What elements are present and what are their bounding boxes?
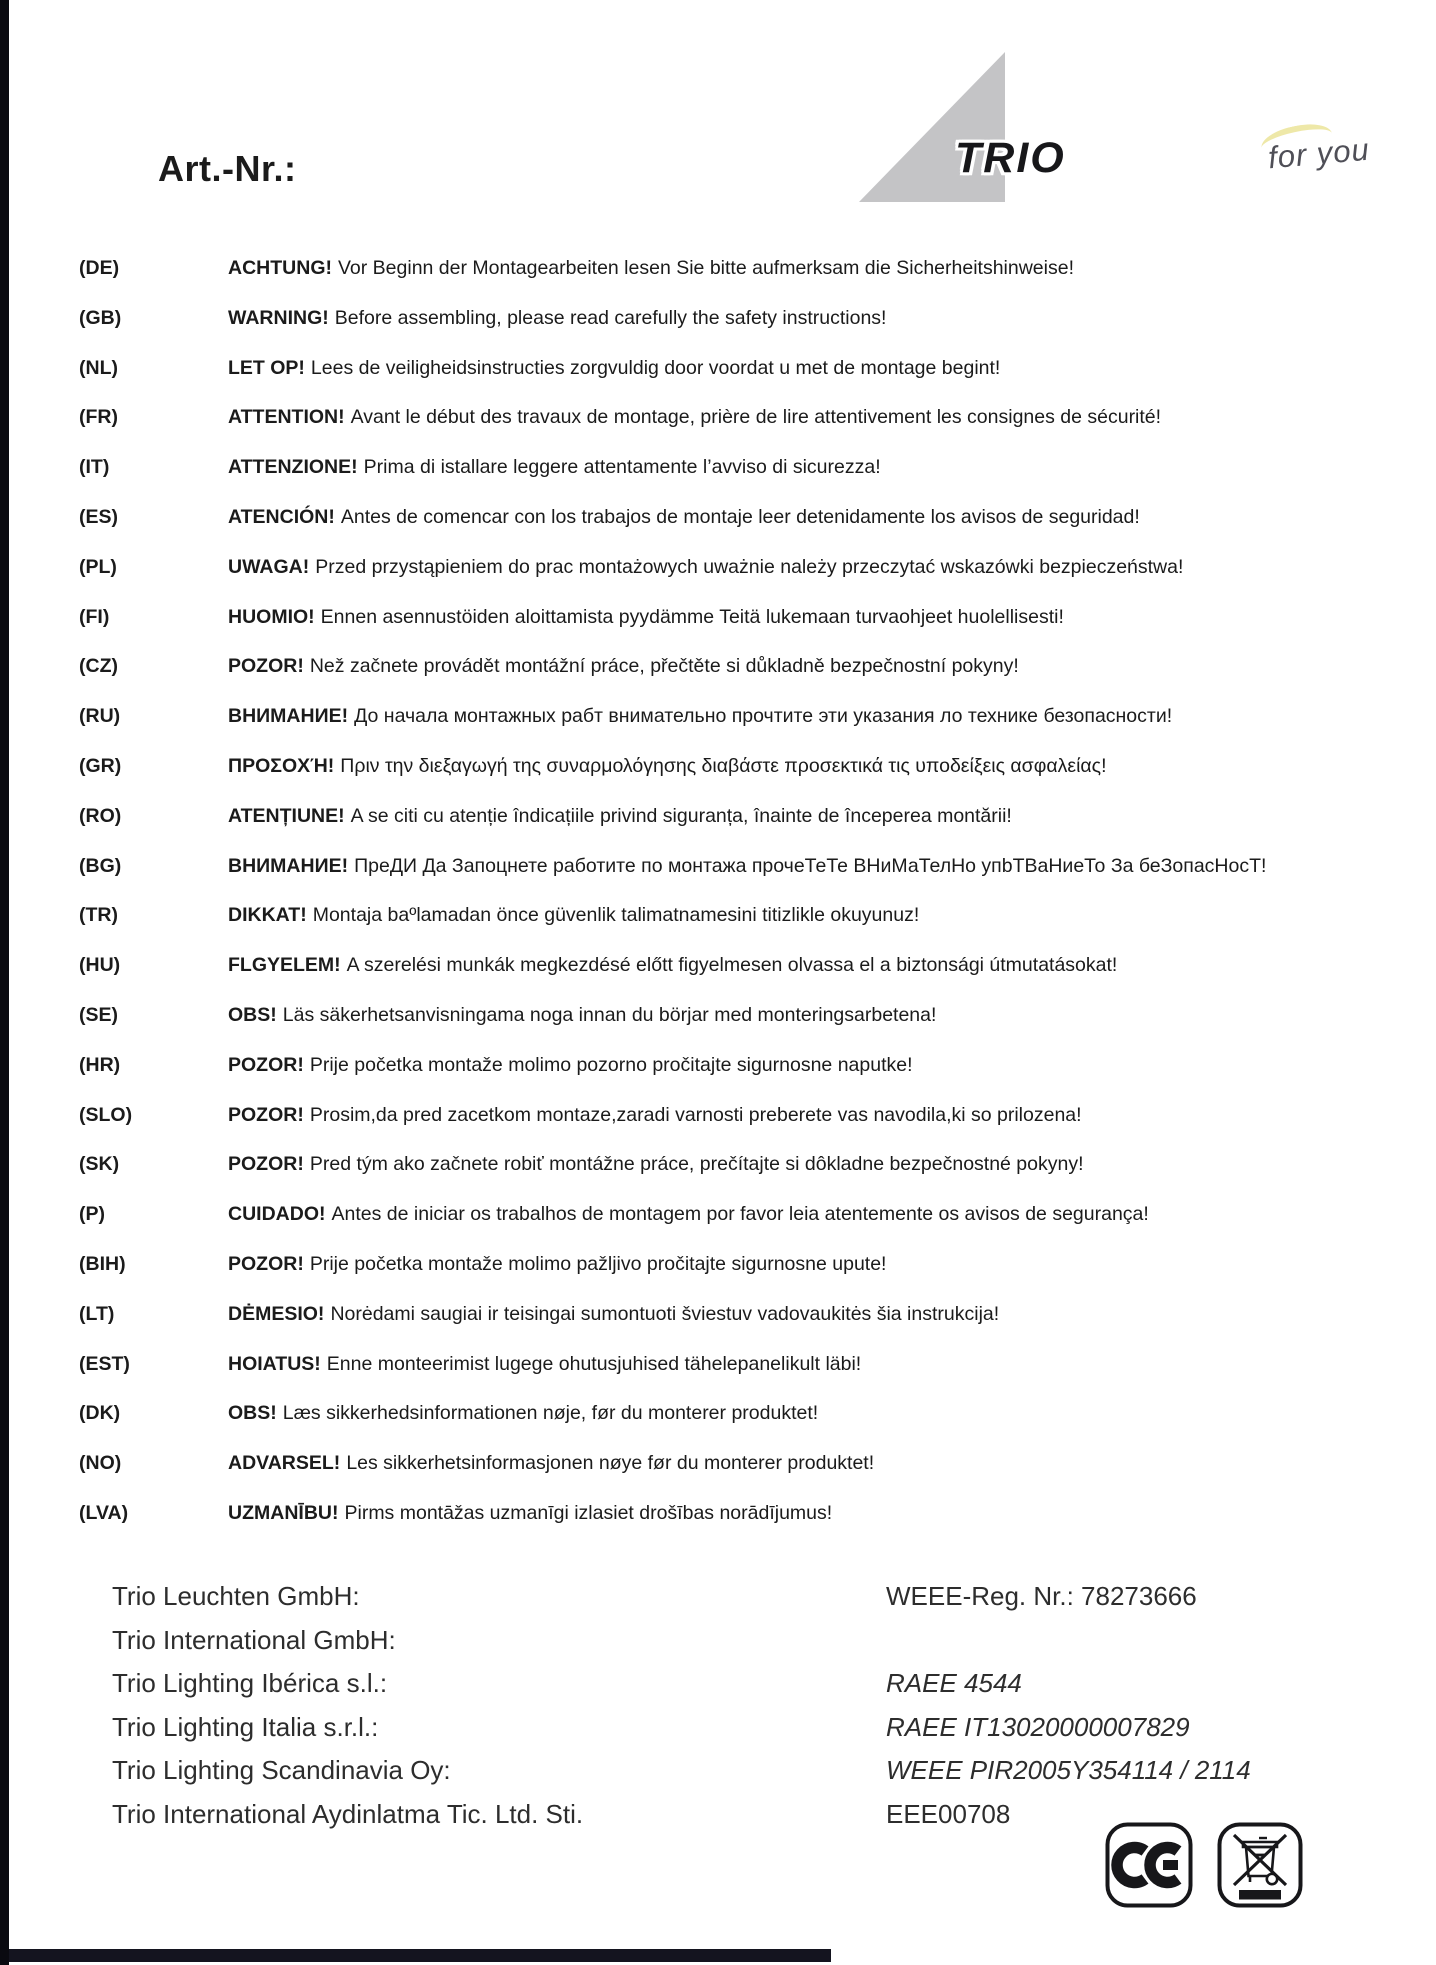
warning-row <box>79 1152 1419 1202</box>
warning-keyword: POZOR! <box>228 655 304 678</box>
warning-text: Przed przystąpieniem do prac montażowych uważnie należy przeczytać wskazówki bezpieczeństwa! <box>315 555 1184 578</box>
warning-row <box>79 953 1419 1003</box>
language-code: (ES) <box>79 505 118 528</box>
warning-message <box>228 405 1419 429</box>
warning-keyword: HUOMIO! <box>228 605 315 628</box>
warning-row <box>79 256 1419 306</box>
warning-row <box>79 854 1419 904</box>
warning-text: Ennen asennustöiden aloittamista pyydämme Teitä lukemaan turvaohjeet huolellisesti! <box>320 605 1064 628</box>
language-code: (DK) <box>79 1402 121 1425</box>
warning-text: A se citi cu atenție îndicațiile privind siguranța, înainte de începerea montării! <box>350 804 1012 827</box>
language-code: (SLO) <box>79 1103 133 1126</box>
warning-text: Pirms montāžas uzmanīgi izlasiet drošības norādījumus! <box>344 1501 833 1524</box>
warning-text: Prima di istallare leggere attentamente l’avviso di sicurezza! <box>363 456 881 479</box>
warning-text: Prije početka montaže molimo pažljivo pročitajte sigurnosne upute! <box>309 1252 887 1275</box>
warning-row <box>79 1352 1419 1402</box>
warning-text: Before assembling, please read carefully the safety instructions! <box>334 306 887 329</box>
registration-number: EEE00708 <box>886 1798 1011 1829</box>
language-code: (FR) <box>79 406 118 429</box>
company-name: Trio Lighting Italia s.r.l.: <box>112 1711 379 1742</box>
warning-message <box>228 1053 1419 1077</box>
language-code: (LVA) <box>79 1501 129 1524</box>
warning-message <box>228 1352 1419 1376</box>
warning-text: Enne monteerimist lugege ohutusjuhised tähelepanelikult läbi! <box>326 1352 862 1375</box>
warning-text: Antes de comencar con los trabajos de montaje leer detenidamente los avisos de seguridad! <box>340 505 1140 528</box>
warning-row <box>79 754 1419 804</box>
trio-logo-text: TRIO <box>955 134 1066 182</box>
warning-message <box>228 1252 1419 1276</box>
warning-message <box>228 903 1419 927</box>
warning-keyword: LET OP! <box>228 356 305 379</box>
warning-text: Norėdami saugiai ir teisingai sumontuoti šviestuv vadovaukitės šia instrukcija! <box>330 1302 1000 1325</box>
language-code: (RU) <box>79 705 121 728</box>
registration-number: WEEE PIR2005Y354114 / 2114 <box>886 1755 1251 1786</box>
warning-row <box>79 1501 1419 1551</box>
company-name: Trio Lighting Scandinavia Oy: <box>112 1755 451 1786</box>
company-name: Trio International GmbH: <box>112 1624 396 1655</box>
company-name: Trio Lighting Ibérica s.l.: <box>112 1668 388 1699</box>
language-code: (HR) <box>79 1053 121 1076</box>
warning-row <box>79 1302 1419 1352</box>
warning-row <box>79 306 1419 356</box>
table-row <box>112 1624 1412 1668</box>
warning-row <box>79 555 1419 605</box>
language-code: (LT) <box>79 1302 115 1325</box>
warning-text: Prosim,da pred zacetkom montaze,zaradi varnosti preberete vas navodila,ki so prilozena! <box>309 1103 1082 1126</box>
warning-keyword: ACHTUNG! <box>228 257 332 279</box>
language-code: (BG) <box>79 854 122 877</box>
language-code: (HU) <box>79 954 121 977</box>
language-code: (GB) <box>79 306 122 329</box>
warning-keyword: UWAGA! <box>228 555 310 578</box>
warning-keyword: ATENCIÓN! <box>228 505 335 528</box>
warning-message <box>228 854 1419 878</box>
warning-keyword: POZOR! <box>228 1103 304 1126</box>
language-code: (EST) <box>79 1352 130 1375</box>
table-row <box>112 1580 1412 1624</box>
warning-keyword: HOIATUS! <box>228 1352 321 1375</box>
warning-message <box>228 306 1419 330</box>
warning-text: Pred tým ako začnete robiť montážne práce, prečítajte si dôkladne bezpečnostné pokyny! <box>309 1153 1084 1176</box>
art-nr-label: Art.-Nr.: <box>158 148 297 189</box>
warning-text: ПреДИ Да Запоцнете работите по монтажа прочеТеТе ВНиМаТелНо упbТВаНиеТо За беЗопасНосТ! <box>354 854 1267 877</box>
warning-row <box>79 654 1419 704</box>
warning-keyword: ВНИМАНИЕ! <box>228 854 349 877</box>
company-name: Trio Leuchten GmbH: <box>112 1581 360 1611</box>
language-code: (FI) <box>79 605 110 628</box>
language-code: (RO) <box>79 804 122 827</box>
warning-row <box>79 505 1419 555</box>
language-code: (P) <box>79 1203 105 1226</box>
warning-message <box>228 605 1419 629</box>
weee-crossed-out-bin-icon <box>1217 1822 1303 1908</box>
warning-keyword: CUIDADO! <box>228 1203 326 1226</box>
language-code: (NO) <box>79 1452 122 1475</box>
language-code: (TR) <box>79 904 118 927</box>
ce-mark-icon <box>1105 1822 1193 1908</box>
warnings-list <box>79 256 1419 1551</box>
warning-keyword: ВНИМАНИЕ! <box>228 705 349 728</box>
warning-keyword: ATTENZIONE! <box>228 456 358 479</box>
warning-keyword: OBS! <box>228 1003 277 1026</box>
warning-keyword: FLGYELEM! <box>228 954 341 977</box>
warning-message <box>228 804 1419 828</box>
warning-row <box>79 1401 1419 1451</box>
warning-keyword: ΠΡΟΣΟΧΉ! <box>228 754 335 777</box>
registration-number: WEEE-Reg. Nr.: 78273666 <box>886 1581 1197 1611</box>
language-code: (CZ) <box>79 655 118 678</box>
warning-row <box>79 1103 1419 1153</box>
warning-row <box>79 903 1419 953</box>
table-row <box>112 1711 1412 1755</box>
warning-message <box>228 654 1419 678</box>
warning-text: Läs säkerhetsanvisningama noga innan du börjar med monteringsarbetena! <box>282 1003 937 1026</box>
registration-number: RAEE IT13020000007829 <box>886 1711 1190 1742</box>
warning-keyword: WARNING! <box>228 306 329 329</box>
for-you-logo <box>1267 132 1372 177</box>
warning-message <box>228 1501 1419 1525</box>
warning-message <box>228 256 1419 280</box>
warning-text: A szerelési munkák megkezdésé előtt figyelmesen olvassa el a biztonsági útmutatásokat! <box>346 954 1118 977</box>
warning-keyword: POZOR! <box>228 1053 304 1076</box>
warning-text: Montaja baºlamadan önce güvenlik talimatnamesini titizlikle okuyunuz! <box>312 904 920 927</box>
language-code: (DE) <box>79 257 120 279</box>
warning-row <box>79 605 1419 655</box>
table-row <box>112 1754 1412 1798</box>
warning-row <box>79 356 1419 406</box>
warning-message <box>228 1202 1419 1226</box>
warning-message <box>228 704 1419 728</box>
warning-message <box>228 1003 1419 1027</box>
registration-number: RAEE 4544 <box>886 1668 1022 1699</box>
warning-text: Prije početka montaže molimo pozorno pročitajte sigurnosne naputke! <box>309 1053 913 1076</box>
warning-keyword: POZOR! <box>228 1252 304 1275</box>
warning-row <box>79 1252 1419 1302</box>
warning-text: Lees de veiligheidsinstructies zorgvuldig door voordat u met de montage begint! <box>310 356 1001 379</box>
language-code: (IT) <box>79 456 110 479</box>
warning-message <box>228 1152 1419 1176</box>
warning-message <box>228 1103 1419 1127</box>
warning-row <box>79 1003 1419 1053</box>
warning-keyword: UZMANĪBU! <box>228 1501 339 1524</box>
warning-message <box>228 356 1419 380</box>
warning-row <box>79 704 1419 754</box>
warning-text: Les sikkerhetsinformasjonen nøye før du monterer produktet! <box>346 1452 875 1475</box>
warning-row <box>79 455 1419 505</box>
warning-message <box>228 505 1419 529</box>
warning-row <box>79 405 1419 455</box>
warning-keyword: POZOR! <box>228 1153 304 1176</box>
warning-keyword: DIKKAT! <box>228 904 307 927</box>
warning-text: Læs sikkerhedsinformationen nøje, før du monterer produktet! <box>282 1402 819 1425</box>
warning-text: Vor Beginn der Montagearbeiten lesen Sie bitte aufmerksam die Sicherheitshinweise! <box>337 257 1074 279</box>
warning-keyword: ADVARSEL! <box>228 1452 341 1475</box>
warning-text: Avant le début des travaux de montage, prière de lire attentivement les consignes de sécurité! <box>350 406 1162 429</box>
warning-keyword: ATTENTION! <box>228 406 345 429</box>
scan-artifact-left-bar <box>0 0 9 1965</box>
language-code: (SE) <box>79 1003 118 1026</box>
for-you-tagline: for you <box>1266 131 1372 176</box>
warning-row <box>79 1202 1419 1252</box>
warning-text: Než začnete provádět montážní práce, přečtěte si důkladně bezpečnostní pokyny! <box>309 655 1019 678</box>
warning-text: До начала монтажных рабт внимательно прочтите эти указания ло технике безопасности! <box>354 705 1173 728</box>
warning-row <box>79 1451 1419 1501</box>
warning-text: Antes de iniciar os trabalhos de montagem por favor leia atentemente os avisos de segurança! <box>331 1203 1149 1226</box>
warning-message <box>228 754 1419 778</box>
warning-message <box>228 1302 1419 1326</box>
warning-message <box>228 1451 1419 1475</box>
warning-row <box>79 1053 1419 1103</box>
company-registration-table <box>112 1580 1412 1842</box>
warning-message <box>228 555 1419 579</box>
language-code: (PL) <box>79 555 117 578</box>
warning-row <box>79 804 1419 854</box>
warning-text: Πριν την διεξαγωγή της συναρμολόγησης διαβάστε προσεκτικά τις υποδείξεις ασφαλείας! <box>340 754 1107 777</box>
warning-keyword: OBS! <box>228 1402 277 1425</box>
warning-message <box>228 953 1419 977</box>
warning-message <box>228 455 1419 479</box>
language-code: (BIH) <box>79 1252 126 1275</box>
table-row <box>112 1667 1412 1711</box>
language-code: (GR) <box>79 754 122 777</box>
language-code: (SK) <box>79 1153 120 1176</box>
scan-artifact-bottom-bar <box>9 1949 831 1962</box>
language-code: (NL) <box>79 356 118 379</box>
warning-keyword: DĖMESIO! <box>228 1302 325 1325</box>
warning-keyword: ATENȚIUNE! <box>228 804 345 827</box>
company-name: Trio International Aydinlatma Tic. Ltd. Sti. <box>112 1798 584 1829</box>
warning-message <box>228 1401 1419 1425</box>
